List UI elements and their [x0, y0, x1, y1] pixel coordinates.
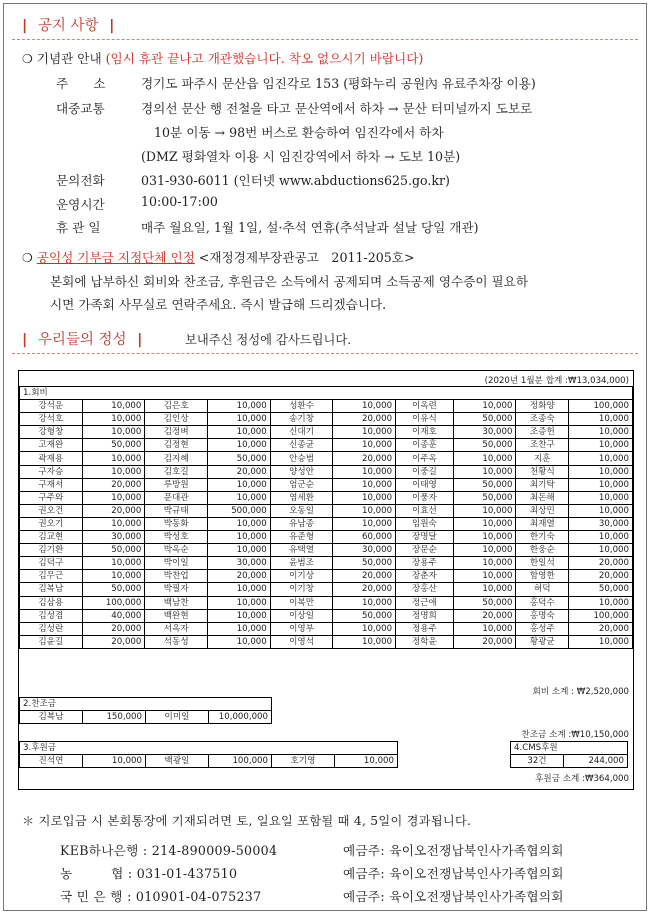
amount-cell: 10,000: [453, 570, 516, 583]
amount-cell: 10,000: [82, 452, 145, 465]
amount-cell: 20,000: [82, 478, 145, 491]
name-cell: 백광일: [146, 755, 209, 768]
amount-cell: 20,000: [453, 635, 516, 648]
table-row: [511, 755, 628, 768]
transit-value-3: (DMZ 평화열차 이용 시 임진강역에서 하차 → 도보 10분): [141, 149, 461, 164]
name-cell: 정용주: [396, 622, 454, 635]
donation-label: 공익성 기부금 지정단체 인정: [36, 250, 195, 265]
amount-cell: 100,000: [209, 755, 272, 768]
cms-section-row: [511, 742, 628, 755]
name-cell: 김덕구: [20, 557, 83, 570]
amount-cell: 10,000: [569, 504, 633, 517]
name-cell: 박옥순: [145, 544, 208, 557]
name-cell: 정근애: [396, 596, 454, 609]
name-cell: 강형창: [20, 426, 83, 439]
amount-cell: 50,000: [453, 596, 516, 609]
transit-value-1: 경의선 문산 행 전철을 타고 문산역에서 하차 → 문산 터미널까지 도보로: [141, 101, 533, 116]
notice-divider: [12, 39, 638, 40]
cms-amount: 244,000: [564, 755, 628, 768]
name-cell: 허덕: [516, 583, 569, 596]
name-cell: 백남찬: [145, 596, 208, 609]
name-cell: 박규태: [145, 504, 208, 517]
dues-label: 1.회비: [20, 387, 633, 400]
support-subtotal: 후원금 소계 :₩364,000: [535, 774, 629, 784]
cms-table: [510, 741, 628, 768]
table-row: [20, 452, 633, 465]
amount-cell: 20,000: [82, 635, 145, 648]
amount-cell: 10,000: [82, 413, 145, 426]
table-row: [20, 544, 633, 557]
amount-cell: 50,000: [82, 439, 145, 452]
amount-cell: 10,000: [569, 465, 633, 478]
name-cell: 천황식: [516, 465, 569, 478]
name-cell: 권오건: [20, 504, 83, 517]
donation-text-2: 시면 가족회 사무실로 연락주세요. 즉시 발급해 드리겠습니다.: [50, 297, 387, 312]
amount-cell: 10,000: [208, 544, 271, 557]
name-cell: 이영부: [270, 622, 333, 635]
amount-cell: 10,000: [569, 596, 633, 609]
table-row: [20, 570, 633, 583]
contrib-thanks: 보내주신 정성에 감사드립니다.: [185, 333, 352, 347]
name-cell: 임원숙: [396, 517, 454, 530]
name-cell: 조찬구: [516, 439, 569, 452]
amount-cell: 10,000: [453, 400, 516, 413]
amount-cell: 10,000: [453, 452, 516, 465]
amount-cell: 20,000: [569, 570, 633, 583]
transit-value-2: 10분 이동 → 98번 버스로 환승하여 임진각에서 하차: [154, 125, 444, 140]
amount-cell: 60,000: [333, 531, 396, 544]
name-cell: 신대기: [270, 426, 333, 439]
table-row: [20, 517, 633, 530]
sponsor-table: [19, 697, 272, 724]
name-cell: 장춘자: [396, 570, 454, 583]
sponsor-label: 2.찬조금: [20, 698, 272, 711]
amount-cell: 30,000: [333, 544, 396, 557]
notice-section-title: [22, 14, 114, 35]
name-cell: 김성란: [20, 622, 83, 635]
museum-info-heading: [22, 48, 423, 67]
name-cell: 최돈해: [516, 491, 569, 504]
amount-cell: 50,000: [453, 439, 516, 452]
cms-label: 4.CMS후원: [511, 742, 628, 755]
amount-cell: 10,000: [208, 622, 271, 635]
name-cell: 김지혜: [145, 452, 208, 465]
amount-cell: 10,000: [333, 517, 396, 530]
hours-label: 운영시간: [56, 197, 105, 212]
name-cell: 곽재용: [20, 452, 83, 465]
name-cell: 엄군순: [270, 478, 333, 491]
amount-cell: 10,000: [82, 400, 145, 413]
name-cell: 루방원: [145, 478, 208, 491]
closed-label: 휴 관 일: [56, 220, 101, 235]
name-cell: 구재서: [20, 478, 83, 491]
name-cell: 박성호: [145, 531, 208, 544]
name-cell: 염세환: [270, 491, 333, 504]
name-cell: 이재호: [396, 426, 454, 439]
amount-cell: 10,000: [453, 504, 516, 517]
name-cell: 함영한: [516, 570, 569, 583]
support-table: [19, 741, 398, 768]
name-cell: 이복만: [270, 596, 333, 609]
sponsor-subtotal: 찬조금 소계 :₩10,150,000: [521, 730, 629, 740]
account-holder-2: 예금주: 육이오전쟁납북인사가족협의회: [343, 866, 564, 881]
amount-cell: 10,000: [569, 635, 633, 648]
name-cell: 김정벼: [145, 426, 208, 439]
name-cell: 호기영: [272, 755, 335, 768]
amount-cell: 100,000: [82, 596, 145, 609]
name-cell: 황광균: [516, 635, 569, 648]
name-cell: 김정현: [145, 439, 208, 452]
amount-cell: 50,000: [82, 544, 145, 557]
name-cell: 권오기: [20, 517, 83, 530]
name-cell: 안승범: [270, 452, 333, 465]
amount-cell: 10,000: [333, 622, 396, 635]
table-row: [20, 478, 633, 491]
amount-cell: 20,000: [333, 413, 396, 426]
amount-cell: 10,000: [569, 452, 633, 465]
amount-cell: 10,000: [208, 635, 271, 648]
name-cell: 백완현: [145, 609, 208, 622]
name-cell: 한일석: [516, 557, 569, 570]
amount-cell: 20,000: [333, 452, 396, 465]
amount-cell: 10,000: [333, 465, 396, 478]
name-cell: 정화양: [516, 400, 569, 413]
amount-cell: 20,000: [82, 622, 145, 635]
amount-cell: 10,000: [569, 439, 633, 452]
amount-cell: 10,000: [208, 400, 271, 413]
amount-cell: 10,000: [453, 531, 516, 544]
name-cell: 서옥자: [145, 622, 208, 635]
name-cell: 구주와: [20, 491, 83, 504]
name-cell: 장명달: [396, 531, 454, 544]
sponsor-section-row: [20, 698, 272, 711]
museum-alert: (임시 휴관 끝나고 개관했습니다. 착오 없으시기 바랍니다): [105, 51, 424, 66]
name-cell: 이옥련: [396, 400, 454, 413]
cms-count: 32건: [511, 755, 564, 768]
amount-cell: 10,000: [333, 491, 396, 504]
amount-cell: 10,000: [82, 465, 145, 478]
name-cell: 이풍자: [396, 491, 454, 504]
amount-cell: 50,000: [333, 609, 396, 622]
name-cell: 김삼용: [20, 596, 83, 609]
amount-cell: 10,000: [569, 544, 633, 557]
title-bar-right: |: [137, 332, 143, 348]
amount-cell: 20,000: [569, 622, 633, 635]
amount-cell: 10,000: [333, 439, 396, 452]
amount-cell: 10,000: [453, 517, 516, 530]
table-row: [20, 504, 633, 517]
name-cell: 홍명숙: [516, 609, 569, 622]
amount-cell: 10,000,000: [209, 711, 272, 724]
amount-cell: 20,000: [208, 465, 271, 478]
amount-cell: 10,000: [82, 517, 145, 530]
giro-note: ＊ 지로입금 시 본회통장에 기재되려면 토, 일요일 포함될 때 4, 5일이 경과됩니다.: [22, 814, 472, 828]
amount-cell: 20,000: [333, 570, 396, 583]
name-cell: 김윤길: [20, 635, 83, 648]
phone-label: 문의전화: [56, 173, 105, 188]
name-cell: 조종숙: [516, 413, 569, 426]
donation-heading: [22, 247, 415, 266]
name-cell: 박이일: [145, 557, 208, 570]
amount-cell: 10,000: [208, 426, 271, 439]
bank-account-2: 농 협 : 031-01-437510: [60, 866, 238, 881]
name-cell: 장홍산: [396, 583, 454, 596]
amount-cell: 10,000: [82, 557, 145, 570]
table-row: [20, 583, 633, 596]
name-cell: 유남종: [270, 517, 333, 530]
name-cell: 장문순: [396, 544, 454, 557]
amount-cell: 10,000: [82, 426, 145, 439]
account-holder-3: 예금주: 육이오전쟁납북인사가족협의회: [343, 889, 564, 904]
name-cell: 김교현: [20, 531, 83, 544]
name-cell: 정명희: [396, 609, 454, 622]
table-row: [20, 622, 633, 635]
name-cell: 이주옥: [396, 452, 454, 465]
amount-cell: 10,000: [569, 491, 633, 504]
table-row: [20, 596, 633, 609]
amount-cell: 50,000: [208, 452, 271, 465]
support-label: 3.후원금: [20, 742, 398, 755]
contrib-title-text: 우리들의 정성: [37, 332, 127, 348]
name-cell: 김무근: [20, 570, 83, 583]
amount-cell: 10,000: [208, 517, 271, 530]
amount-cell: 10,000: [569, 426, 633, 439]
name-cell: 김성겸: [20, 609, 83, 622]
name-cell: 유준형: [270, 531, 333, 544]
amount-cell: 20,000: [453, 609, 516, 622]
name-cell: 유택열: [270, 544, 333, 557]
amount-cell: 10,000: [208, 531, 271, 544]
name-cell: 조증헌: [516, 426, 569, 439]
name-cell: 구자승: [20, 465, 83, 478]
name-cell: 진석연: [20, 755, 83, 768]
transit-label: 대중교통: [56, 101, 105, 116]
amount-cell: 10,000: [208, 609, 271, 622]
name-cell: 이기상: [270, 570, 333, 583]
title-bar-left: |: [22, 18, 28, 34]
name-cell: 이기창: [270, 583, 333, 596]
amount-cell: 10,000: [208, 583, 271, 596]
amount-cell: 10,000: [333, 596, 396, 609]
closed-value: 매주 월요일, 1월 1일, 설·추석 연휴(추석날과 설날 당일 개관): [141, 220, 479, 235]
title-bar-left: |: [22, 332, 28, 348]
name-cell: 성환수: [270, 400, 333, 413]
name-cell: 김복남: [20, 583, 83, 596]
name-cell: 이효선: [396, 504, 454, 517]
name-cell: 김복남: [20, 711, 83, 724]
amount-cell: 500,000: [208, 504, 271, 517]
amount-cell: 10,000: [335, 755, 398, 768]
name-cell: 이영석: [270, 635, 333, 648]
name-cell: 고재완: [20, 439, 83, 452]
amount-cell: 10,000: [82, 570, 145, 583]
amount-cell: 40,000: [82, 609, 145, 622]
name-cell: 이종훈: [396, 439, 454, 452]
amount-cell: 50,000: [453, 478, 516, 491]
phone-value: 031-930-6011 (인터넷 www.abductions625.go.kr): [141, 173, 450, 188]
bullet-icon: ❍: [22, 251, 33, 265]
notice-title-text: 공지 사항: [37, 18, 99, 34]
amount-cell: 100,000: [569, 609, 633, 622]
amount-cell: 20,000: [82, 504, 145, 517]
amount-cell: 30,000: [208, 557, 271, 570]
amount-cell: 10,000: [208, 491, 271, 504]
amount-cell: 50,000: [333, 557, 396, 570]
title-bar-right: |: [109, 18, 115, 34]
amount-cell: 20,000: [333, 583, 396, 596]
name-cell: 김인상: [145, 413, 208, 426]
table-row: [20, 557, 633, 570]
name-cell: 이유식: [396, 413, 454, 426]
name-cell: 홍덕수: [516, 596, 569, 609]
amount-cell: 10,000: [333, 400, 396, 413]
amount-cell: 20,000: [569, 557, 633, 570]
name-cell: 신종균: [270, 439, 333, 452]
amount-cell: 50,000: [569, 583, 633, 596]
name-cell: 김은호: [145, 400, 208, 413]
contrib-divider: [12, 353, 638, 354]
contributions-table: [18, 370, 634, 790]
table-row: [20, 465, 633, 478]
name-cell: 홍성주: [516, 622, 569, 635]
name-cell: 석동성: [145, 635, 208, 648]
name-cell: 이중길: [396, 465, 454, 478]
amount-cell: 10,000: [569, 478, 633, 491]
donation-ref: <재정경제부장관공고 2011-205호>: [198, 250, 415, 265]
name-cell: 정학윤: [396, 635, 454, 648]
amount-cell: 50,000: [453, 413, 516, 426]
amount-cell: 10,000: [208, 439, 271, 452]
name-cell: 한기숙: [516, 531, 569, 544]
dues-subtotal: 회비 소계 : ₩2,520,000: [532, 687, 629, 697]
amount-cell: 20,000: [208, 570, 271, 583]
name-cell: 윤범조: [270, 557, 333, 570]
name-cell: 강석호: [20, 413, 83, 426]
amount-cell: 50,000: [453, 491, 516, 504]
address-label: 주 소: [56, 76, 106, 91]
donation-text-1: 본회에 납부하신 회비와 찬조금, 후원금은 소득에서 공제되며 소득공제 영수증이 필요하: [50, 274, 528, 289]
amount-cell: 10,000: [333, 426, 396, 439]
amount-cell: 10,000: [333, 478, 396, 491]
name-cell: 문대관: [145, 491, 208, 504]
hours-value: 10:00-17:00: [141, 194, 218, 209]
address-value: 경기도 파주시 문산읍 임진각로 153 (평화누리 공원內 유료주차장 이용): [141, 76, 536, 91]
table-row: [20, 426, 633, 439]
bank-account-3: 국 민 은 행 : 010901-04-075237: [60, 889, 262, 904]
amount-cell: 10,000: [569, 531, 633, 544]
amount-cell: 10,000: [333, 635, 396, 648]
name-cell: 최상민: [516, 504, 569, 517]
amount-cell: 10,000: [453, 465, 516, 478]
amount-cell: 10,000: [453, 622, 516, 635]
monthly-total: (2020년 1월분 합계 :₩13,034,000): [484, 376, 629, 386]
name-cell: 박동화: [145, 517, 208, 530]
amount-cell: 10,000: [208, 413, 271, 426]
name-cell: 박필자: [145, 583, 208, 596]
account-holder-1: 예금주: 육이오전쟁납북인사가족협의회: [343, 843, 564, 858]
amount-cell: 10,000: [83, 755, 146, 768]
amount-cell: 100,000: [569, 400, 633, 413]
bullet-icon: ❍: [22, 52, 33, 66]
name-cell: 이상일: [270, 609, 333, 622]
table-row: [20, 413, 633, 426]
bank-account-1: KEB하나은행 : 214-890009-50004: [60, 843, 278, 858]
name-cell: 송기창: [270, 413, 333, 426]
amount-cell: 10,000: [453, 583, 516, 596]
amount-cell: 10,000: [453, 544, 516, 557]
contrib-section-title: [22, 328, 142, 349]
amount-cell: 30,000: [453, 426, 516, 439]
name-cell: 최기탁: [516, 478, 569, 491]
table-row: [20, 609, 633, 622]
dues-table: [19, 386, 633, 649]
name-cell: 이미일: [146, 711, 209, 724]
table-row: [20, 400, 633, 413]
museum-label: 기념관 안내: [36, 51, 102, 66]
table-row: [20, 491, 633, 504]
amount-cell: 10,000: [569, 413, 633, 426]
support-section-row: [20, 742, 398, 755]
amount-cell: 10,000: [208, 596, 271, 609]
table-row: [20, 755, 398, 768]
name-cell: 이태영: [396, 478, 454, 491]
name-cell: 한웅순: [516, 544, 569, 557]
table-row: [20, 711, 272, 724]
name-cell: 김기환: [20, 544, 83, 557]
name-cell: 최재열: [516, 517, 569, 530]
table-row: [20, 635, 633, 648]
amount-cell: 10,000: [208, 478, 271, 491]
amount-cell: 50,000: [82, 583, 145, 596]
amount-cell: 10,000: [333, 504, 396, 517]
amount-cell: 150,000: [83, 711, 146, 724]
name-cell: 박찬업: [145, 570, 208, 583]
amount-cell: 30,000: [569, 517, 633, 530]
name-cell: 지훈: [516, 452, 569, 465]
amount-cell: 10,000: [82, 491, 145, 504]
table-row: [20, 439, 633, 452]
dues-section-row: [20, 387, 633, 400]
amount-cell: 10,000: [453, 557, 516, 570]
dues-body: [20, 400, 633, 649]
name-cell: 김호길: [145, 465, 208, 478]
name-cell: 오동일: [270, 504, 333, 517]
name-cell: 강석운: [20, 400, 83, 413]
table-row: [20, 531, 633, 544]
name-cell: 장용주: [396, 557, 454, 570]
name-cell: 양성안: [270, 465, 333, 478]
amount-cell: 30,000: [82, 531, 145, 544]
